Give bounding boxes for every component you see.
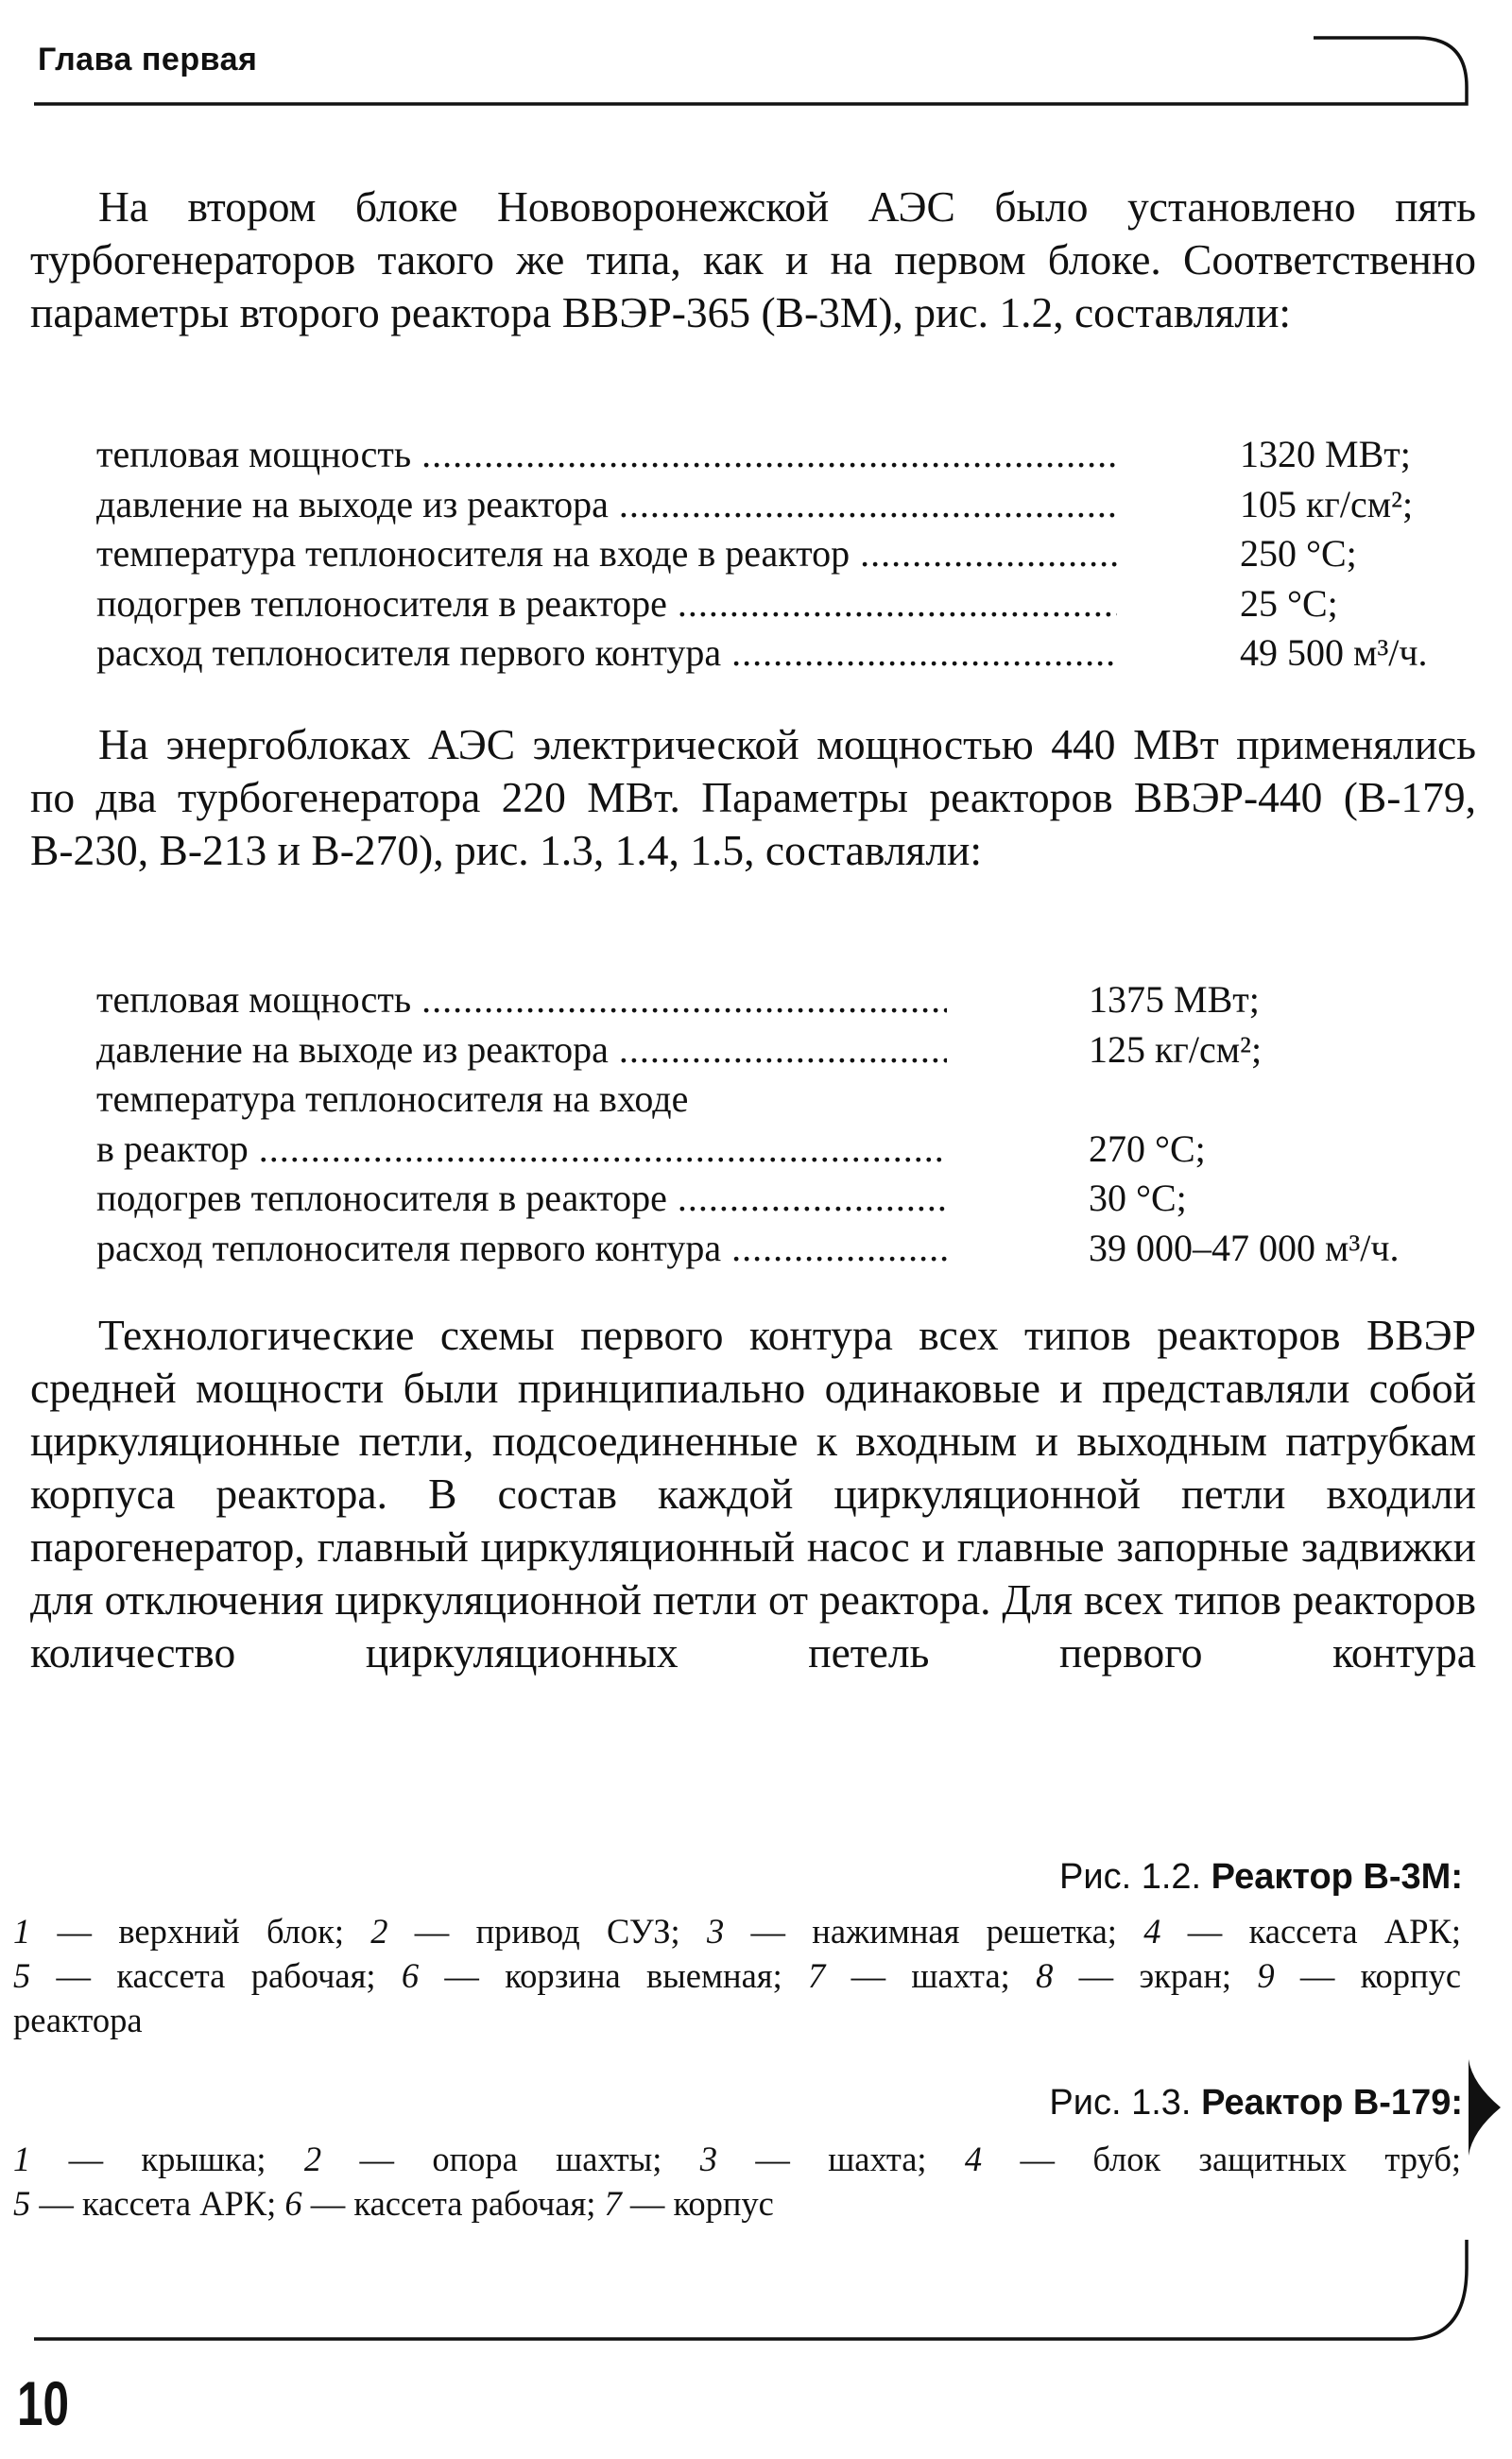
legend-line: реактора: [13, 2001, 143, 2039]
legend-num: 6: [284, 2184, 302, 2223]
legend-line: 5 — кассета АРК; 6 — кассета рабочая; 7 — корпус: [13, 2184, 774, 2223]
paragraph-2-text: На энергоблоках АЭС электрической мощностью 440 МВт применялись по два турбогенератора 220 МВт. Параметры реакторов ВВЭР-440 (В-179, В-230, В-213 и В-270), рис. 1.3, 1.4, 1.5, составляли:: [30, 720, 1476, 874]
legend-num: 5: [13, 1956, 31, 1995]
legend-num: 2: [370, 1912, 388, 1951]
param-value: 25 °С;: [1240, 581, 1338, 625]
legend-text: корзина выемная;: [505, 1956, 782, 1995]
legend-text: опора шахты;: [432, 2140, 662, 2178]
param-label: подогрев теплоносителя в реакторе .....: [96, 1174, 947, 1224]
param-label: тепловая мощность .....: [96, 430, 1117, 480]
figure-1-3-caption-title: [1049, 2083, 1463, 2124]
footer-rule: [34, 2240, 1467, 2339]
legend-text: экран;: [1139, 1956, 1231, 1995]
param-value: 1320 МВт;: [1240, 433, 1411, 475]
legend-num: 1: [13, 2140, 31, 2178]
paragraph-1: [30, 181, 1476, 339]
param-label: в реактор .....: [96, 1125, 947, 1175]
legend-line: 5 — кассета рабочая; 6 — корзина выемная; 7 — шахта; 8 — экран; 9 — корпус: [13, 1956, 1462, 1995]
figure-1-2-caption-title: [1059, 1857, 1463, 1898]
param-value: 250 °С;: [1240, 532, 1357, 575]
legend-num: 3: [699, 2140, 718, 2178]
legend-num: 7: [808, 1956, 826, 1995]
legend-num: 6: [401, 1956, 420, 1995]
legend-num: 1: [13, 1912, 31, 1951]
legend-text: кассета АРК;: [1248, 1912, 1462, 1951]
legend-num: 3: [706, 1912, 725, 1951]
param-label: температура теплоносителя на входе: [96, 1077, 689, 1120]
legend-text: шахта;: [828, 2140, 927, 2178]
legend-num: 7: [604, 2184, 622, 2223]
legend-text: крышка;: [141, 2140, 266, 2178]
legend-num: 4: [964, 2140, 983, 2178]
margin-arrow-icon: [1463, 2055, 1504, 2159]
paragraph-2: [30, 718, 1476, 877]
page-number: 10: [17, 2368, 70, 2438]
param-label: расход теплоносителя первого контура .....: [96, 1224, 947, 1274]
legend-text: шахта;: [911, 1956, 1010, 1995]
param-value: 105 кг/см²;: [1240, 482, 1414, 525]
figure-1-2-legend: [13, 1909, 1461, 2042]
param-label: давление на выходе из реактора .....: [96, 480, 1117, 530]
figure-1-2-prefix: Рис. 1.2.: [1059, 1857, 1202, 1897]
param-label: подогрев теплоносителя в реакторе .....: [96, 579, 1117, 629]
legend-num: 8: [1036, 1956, 1054, 1995]
paragraph-1-text: На втором блоке Нововоронежской АЭС было установлено пять турбогенераторов такого же типа, как и на первом блоке. Соответственно параметры второго реактора ВВЭР-365 (В-3М), рис. 1.2, составляли:: [30, 182, 1476, 336]
legend-num: 4: [1143, 1912, 1161, 1951]
figure-1-2-title: Реактор В-3М:: [1211, 1857, 1463, 1897]
param-value: 30 °С;: [1089, 1177, 1187, 1219]
legend-text: нажимная решетка;: [812, 1912, 1117, 1951]
param-label: расход теплоносителя первого контура .....: [96, 628, 1117, 679]
header-rule: [34, 38, 1467, 104]
paragraph-3-text: Технологические схемы первого контура всех типов реакторов ВВЭР средней мощности были принципиально одинаковые и представляли собой циркуляционные петли, подсоединенные к входным и выходным патрубкам корпуса реактора. В состав каждой циркуляционной петли входили парогенератор, главный циркуляционный насос и главные запорные задвижки для отключения циркуляционной петли от реактора. Для всех типов реакторов количество циркуляционных петель первого контура: [30, 1311, 1476, 1677]
legend-text: привод СУЗ;: [475, 1912, 680, 1951]
legend-line: 1 — верхний блок; 2 — привод СУЗ; 3 — нажимная решетка; 4 — кассета АРК;: [13, 1912, 1462, 1951]
param-label: давление на выходе из реактора .....: [96, 1025, 947, 1075]
legend-text: корпус: [673, 2184, 774, 2223]
legend-text: блок защитных труб;: [1092, 2140, 1462, 2178]
legend-text: кассета рабочая;: [116, 1956, 376, 1995]
legend-num: 5: [13, 2184, 31, 2223]
legend-line: 1 — крышка; 2 — опора шахты; 3 — шахта; 4 — блок защитных труб;: [13, 2140, 1462, 2178]
figure-1-3-prefix: Рис. 1.3.: [1049, 2083, 1192, 2123]
legend-text: кассета АРК;: [82, 2184, 277, 2223]
figure-1-3-title: Реактор В-179:: [1201, 2083, 1463, 2123]
legend-num: 9: [1257, 1956, 1275, 1995]
legend-num: 2: [303, 2140, 322, 2178]
chapter-header: Глава первая: [38, 42, 258, 77]
param-value: 125 кг/см²;: [1089, 1027, 1263, 1071]
paragraph-3: [30, 1309, 1476, 1679]
figure-1-3-legend: [13, 2137, 1461, 2226]
param-label: температура теплоносителя на входе в реактор .....: [96, 529, 1117, 579]
param-label: тепловая мощность .....: [96, 975, 947, 1025]
param-value: 270 °С;: [1089, 1126, 1206, 1170]
param-value: 49 500 м³/ч.: [1240, 631, 1428, 674]
param-value: 39 000–47 000 м³/ч.: [1089, 1226, 1400, 1269]
param-value: 1375 МВт;: [1089, 978, 1260, 1021]
legend-text: верхний блок;: [118, 1912, 344, 1951]
legend-text: кассета рабочая;: [353, 2184, 596, 2223]
